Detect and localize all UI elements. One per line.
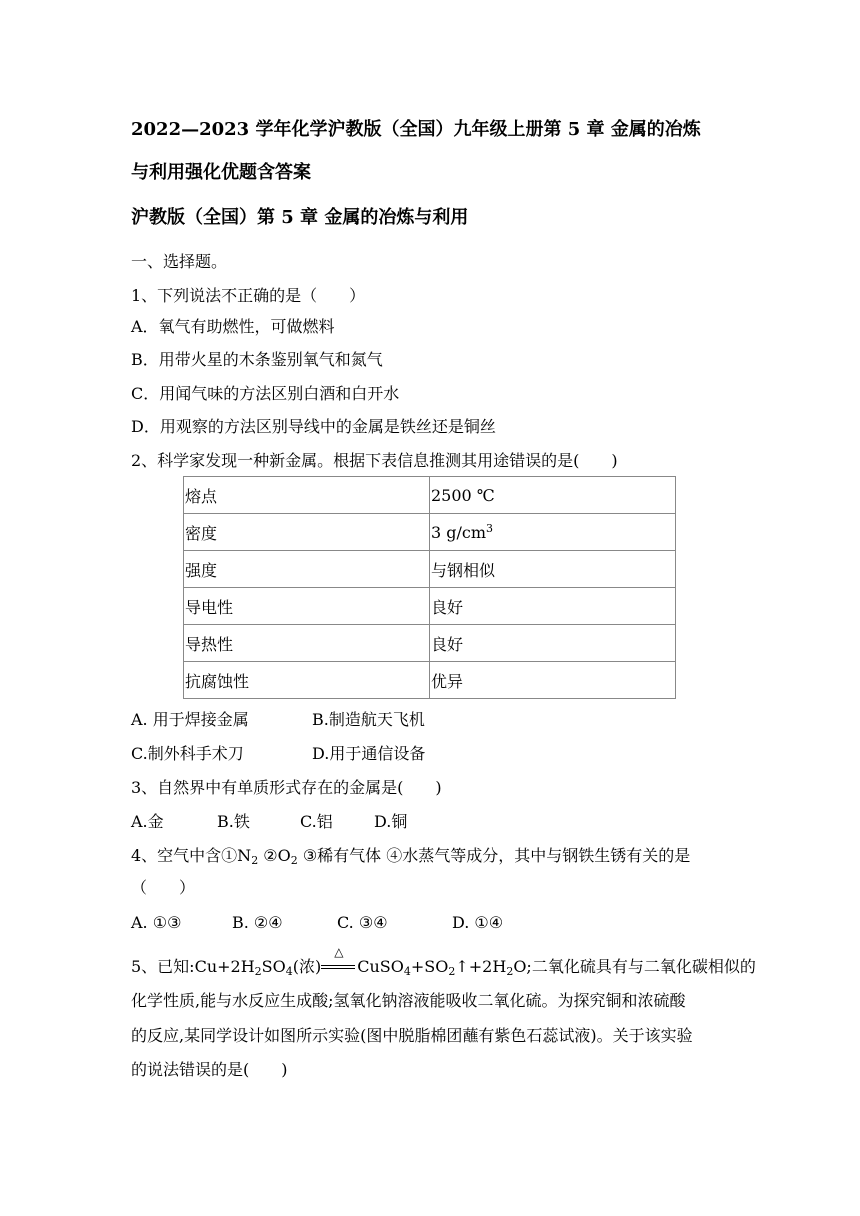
question-3-stem: 3、自然界中有单质形式存在的金属是( ) — [131, 778, 442, 797]
table-row — [184, 477, 676, 514]
table-cell: 良好 — [430, 588, 676, 625]
question-4-stem-part: 4、空气中含①N — [131, 846, 252, 865]
question-4-option-c: C. ③④ — [337, 913, 388, 932]
question-2-options-row2 — [131, 744, 425, 764]
equation-part: O;二氧化硫具有与二氧化碳相似的 — [513, 957, 756, 976]
question-4-options — [131, 913, 503, 933]
metal-properties-table — [183, 476, 676, 699]
question-3-options — [131, 812, 407, 832]
question-2-options-row1 — [131, 710, 425, 730]
heat-triangle-icon: △ — [334, 945, 344, 959]
table-cell: 与钢相似 — [430, 551, 676, 588]
document-title-line1: 2022—2023 学年化学沪教版（全国）九年级上册第 5 章 金属的冶炼 — [131, 119, 701, 140]
question-4-stem — [131, 846, 690, 866]
table-cell: 密度 — [184, 514, 430, 551]
question-1-option-a: A．氧气有助燃性，可做燃料 — [131, 317, 335, 336]
question-3-option-b: B.铁 — [217, 812, 250, 831]
subscript: 2 — [251, 854, 259, 867]
equation-part: SO — [261, 957, 286, 976]
question-1-option-d: D．用观察的方法区别导线中的金属是铁丝还是铜丝 — [131, 417, 496, 436]
subscript: 2 — [448, 965, 456, 978]
equation-part: (浓) — [292, 957, 322, 976]
table-row — [184, 588, 676, 625]
table-row — [184, 514, 676, 551]
question-4-stem-part: ③稀有气体 ④水蒸气等成分，其中与钢铁生锈有关的是 — [297, 846, 691, 865]
subscript: 2 — [290, 854, 298, 867]
chapter-subtitle: 沪教版（全国）第 5 章 金属的冶炼与利用 — [131, 207, 469, 228]
question-5-text-line4: 的说法错误的是( ) — [131, 1060, 288, 1079]
question-2-stem: 2、科学家发现一种新金属。根据下表信息推测其用途错误的是( ) — [131, 451, 618, 470]
question-4-option-d: D. ①④ — [452, 913, 504, 932]
density-value: 3 g/cm — [431, 522, 487, 542]
question-2-option-c: C.制外科手术刀 — [131, 744, 244, 763]
section-heading: 一、选择题。 — [131, 252, 228, 271]
subscript: 2 — [506, 965, 514, 978]
table-row — [184, 625, 676, 662]
table-cell: 熔点 — [184, 477, 430, 514]
question-5-text-line3: 的反应,某同学设计如图所示实验(图中脱脂棉团蘸有紫色石蕊试液)。关于该实验 — [131, 1026, 693, 1045]
equation-part: 5、已知:Cu+2H — [131, 957, 255, 976]
equals-bar — [321, 968, 355, 969]
question-2-option-d: D.用于通信设备 — [312, 744, 426, 763]
subscript: 4 — [285, 965, 293, 978]
equation-part: ↑+2H — [455, 957, 507, 976]
question-4-stem-part: ②O — [258, 846, 291, 865]
question-4-option-a: A. ①③ — [131, 913, 182, 932]
table-cell: 导电性 — [184, 588, 430, 625]
equals-bar — [321, 965, 355, 966]
table-cell: 强度 — [184, 551, 430, 588]
question-5-equation-line — [131, 945, 756, 978]
table-cell — [430, 514, 676, 551]
question-1-stem: 1、下列说法不正确的是（ ） — [131, 286, 366, 305]
question-1-option-c: C．用闻气味的方法区别白酒和白开水 — [131, 384, 400, 403]
question-1-option-b: B．用带火星的木条鉴别氧气和氮气 — [131, 350, 383, 369]
equation-part: +SO — [410, 957, 449, 976]
question-3-option-d: D.铜 — [374, 812, 408, 831]
question-5-text-line2: 化学性质,能与水反应生成酸;氢氧化钠溶液能吸收二氧化硫。为探究铜和浓硫酸 — [131, 991, 686, 1010]
document-title-line2: 与利用强化优题含答案 — [131, 162, 311, 183]
table-cell: 优异 — [430, 662, 676, 699]
table-cell: 抗腐蚀性 — [184, 662, 430, 699]
question-2-option-a: A. 用于焊接金属 — [131, 710, 249, 729]
table-cell: 导热性 — [184, 625, 430, 662]
subscript: 2 — [254, 965, 262, 978]
question-3-option-c: C.铝 — [300, 812, 333, 831]
heating-equals-sign — [321, 945, 357, 977]
table-cell: 良好 — [430, 625, 676, 662]
table-row — [184, 662, 676, 699]
table-cell: 2500 ℃ — [430, 477, 676, 514]
question-4-option-b: B. ②④ — [232, 913, 283, 932]
density-exponent: 3 — [486, 521, 494, 535]
question-3-option-a: A.金 — [131, 812, 164, 831]
question-4-stem-line2: （ ） — [131, 878, 196, 897]
subscript: 4 — [403, 965, 411, 978]
question-2-option-b: B.制造航天飞机 — [312, 710, 425, 729]
equation-part: CuSO — [357, 957, 404, 976]
table-row — [184, 551, 676, 588]
